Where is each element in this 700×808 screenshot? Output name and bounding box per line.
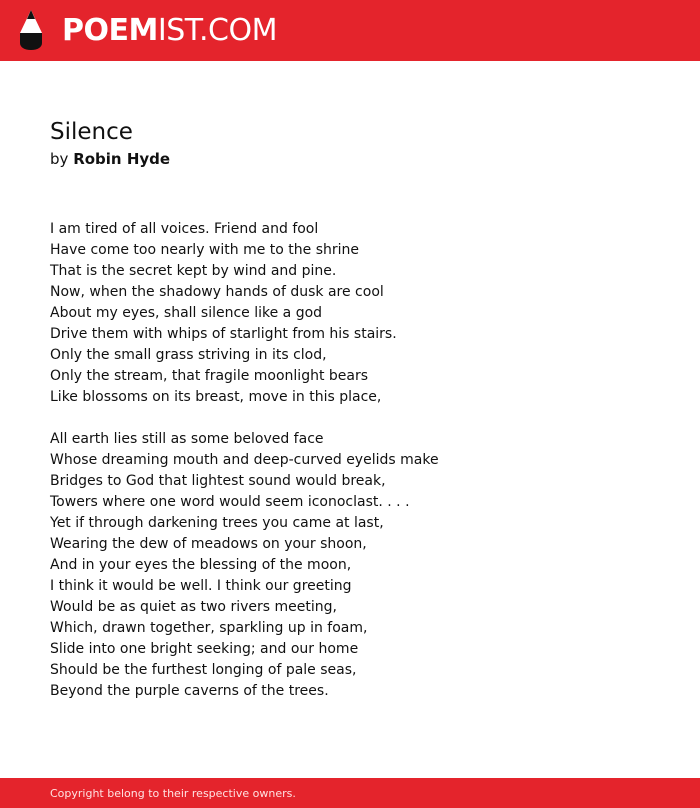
poem-line: Only the small grass striving in its clod,: [50, 347, 327, 363]
poem-stanza-2: [50, 429, 439, 702]
brand-name-bold: POEM: [62, 13, 158, 48]
site-header: [0, 0, 700, 61]
poem-line: That is the secret kept by wind and pine.: [50, 263, 337, 279]
poem-line: Would be as quiet as two rivers meeting,: [50, 599, 337, 615]
poem-line: Which, drawn together, sparkling up in foam,: [50, 620, 368, 636]
poem-line: Yet if through darkening trees you came at last,: [50, 515, 384, 531]
poem-line: Have come too nearly with me to the shrine: [50, 242, 360, 258]
site-logo-text[interactable]: [62, 13, 277, 49]
poem-line: Slide into one bright seeking; and our home: [50, 641, 359, 657]
poem-line: Towers where one word would seem iconoclast. . . .: [50, 494, 410, 510]
poem-title: Silence: [50, 119, 133, 145]
copyright-notice: Copyright belong to their respective owners.: [50, 787, 296, 800]
poem-line: All earth lies still as some beloved face: [50, 431, 324, 447]
poem-line: About my eyes, shall silence like a god: [50, 305, 323, 321]
site-footer: [0, 778, 700, 808]
poem-line: Wearing the dew of meadows on your shoon,: [50, 536, 367, 552]
poem-line: Drive them with whips of starlight from his stairs.: [50, 326, 397, 342]
poem-line: I think it would be well. I think our greeting: [50, 578, 352, 594]
poem-byline: [50, 150, 170, 168]
poem-line: I am tired of all voices. Friend and fool: [50, 221, 319, 237]
brand-name-light: IST.COM: [157, 13, 277, 48]
poem-stanza-1: [50, 219, 439, 408]
byline-prefix: by: [50, 150, 69, 168]
poem-body: [50, 219, 439, 723]
poem-line: Whose dreaming mouth and deep-curved eyelids make: [50, 452, 439, 468]
poem-line: Only the stream, that fragile moonlight bears: [50, 368, 369, 384]
poem-line: Beyond the purple caverns of the trees.: [50, 683, 329, 699]
poem-line: Now, when the shadowy hands of dusk are cool: [50, 284, 384, 300]
poem-line: Like blossoms on its breast, move in this place,: [50, 389, 382, 405]
poem-line: Bridges to God that lightest sound would break,: [50, 473, 386, 489]
poem-author: Robin Hyde: [73, 150, 171, 168]
pencil-icon[interactable]: [18, 9, 44, 51]
poem-line: Should be the furthest longing of pale seas,: [50, 662, 357, 678]
poem-line: And in your eyes the blessing of the moon,: [50, 557, 352, 573]
